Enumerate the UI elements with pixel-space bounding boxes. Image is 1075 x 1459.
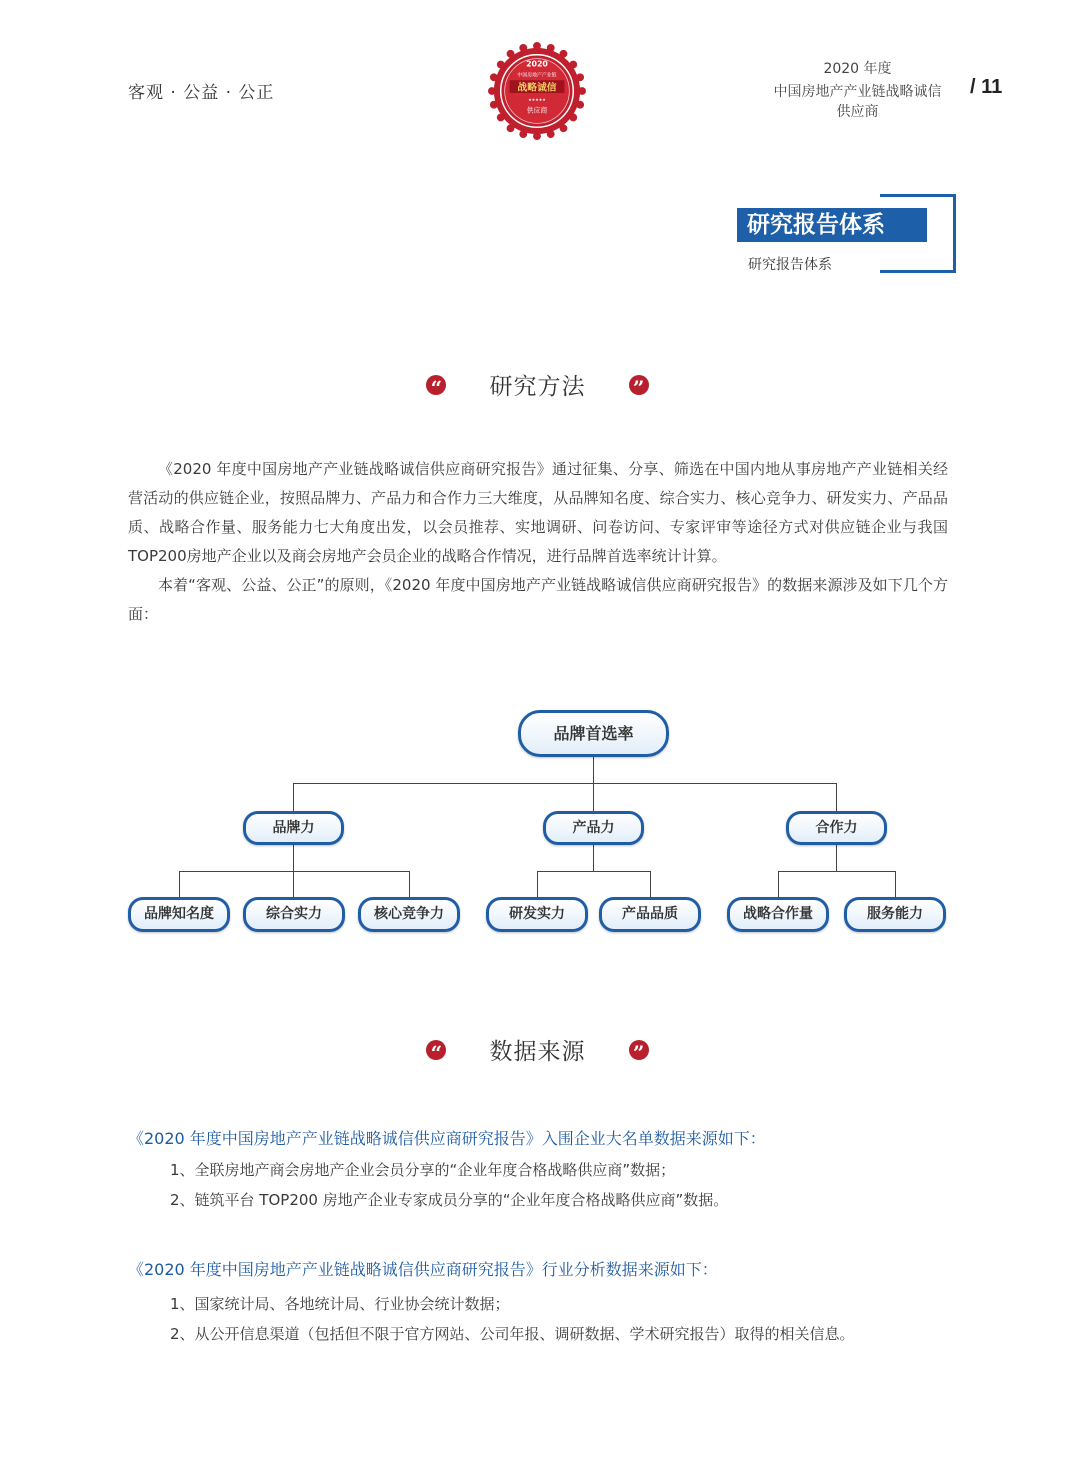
tree-group-product: 产品力	[543, 811, 644, 845]
seal-main-text: 战略诚信	[517, 82, 557, 94]
tree-leaf: 综合实力	[243, 897, 345, 932]
sources-heading	[0, 1033, 1075, 1066]
tree-leaf: 战略合作量	[727, 897, 829, 932]
seal-ring-text: 中国房地产产业链	[517, 72, 557, 79]
tree-leaf: 品牌知名度	[128, 897, 230, 932]
sources-list2-item: 1、国家统计局、各地统计局、行业协会统计数据；	[170, 1295, 510, 1313]
tree-leaf: 产品品质	[599, 897, 701, 932]
section-badge-subtitle: 研究报告体系	[748, 257, 832, 273]
section-badge-title: 研究报告体系	[737, 208, 931, 242]
sources-list1-item: 1、全联房地产商会房地产企业会员分享的“企业年度合格战略供应商”数据；	[170, 1161, 676, 1179]
header-title	[760, 82, 955, 122]
method-body	[128, 455, 948, 629]
sources-list2-title: 《2020 年度中国房地产产业链战略诚信供应商研究报告》行业分析数据来源如下：	[128, 1260, 718, 1279]
method-paragraph-1: 《2020 年度中国房地产产业链战略诚信供应商研究报告》通过征集、分享、筛选在中国内地从事房地产产业链相关经营活动的供应链企业，按照品牌力、产品力和合作力三大维度，从品牌知名度、综合实力、核心竞争力、研发实力、产品品质、战略合作量、服务能力七大角度出发，以会员推荐、实地调研、问卷访问、专家评审等途径方式对供应链企业与我国TOP200房地产企业以及商会房地产会员企业的战略合作情况，进行品牌首选率统计计算。	[128, 460, 948, 565]
sources-heading-text: 数据来源	[489, 1039, 586, 1065]
header-title-line1: 中国房地产产业链战略诚信	[773, 84, 942, 100]
close-quote-icon: ”	[629, 375, 649, 395]
seal-top-text: 2020	[526, 59, 548, 69]
tree-leaf: 服务能力	[844, 897, 946, 932]
method-heading-text: 研究方法	[489, 374, 586, 400]
open-quote-icon: “	[426, 375, 446, 395]
svg-text:★★★★★: ★★★★★	[528, 96, 546, 102]
sources-list1-item: 2、链筑平台 TOP200 房地产企业专家成员分享的“企业年度合格战略供应商”数据。	[170, 1191, 729, 1209]
tree-group-brand: 品牌力	[243, 811, 344, 845]
tree-root: 品牌首选率	[518, 710, 669, 757]
tree-leaf: 核心竞争力	[358, 897, 460, 932]
header-motto: 客观 · 公益 · 公正	[128, 83, 275, 103]
open-quote-icon: “	[426, 1040, 446, 1060]
tree-leaf: 研发实力	[486, 897, 588, 932]
tree-group-cooperation: 合作力	[786, 811, 887, 845]
header-year: 2020 年度	[823, 61, 892, 77]
header-title-line2: 供应商	[836, 104, 879, 120]
seal-logo	[488, 42, 586, 140]
method-heading	[0, 368, 1075, 401]
page-number: / 11	[970, 76, 1003, 98]
seal-bottom-text: 供应商	[526, 106, 548, 115]
method-paragraph-2: 本着“客观、公益、公正”的原则，《2020 年度中国房地产产业链战略诚信供应商研究报告》的数据来源涉及如下几个方面：	[128, 576, 948, 623]
close-quote-icon: ”	[629, 1040, 649, 1060]
sources-list2-item: 2、从公开信息渠道（包括但不限于官方网站、公司年报、调研数据、学术研究报告）取得的相关信息。	[170, 1325, 855, 1343]
sources-list1-title: 《2020 年度中国房地产产业链战略诚信供应商研究报告》入围企业大名单数据来源如下：	[128, 1129, 766, 1148]
